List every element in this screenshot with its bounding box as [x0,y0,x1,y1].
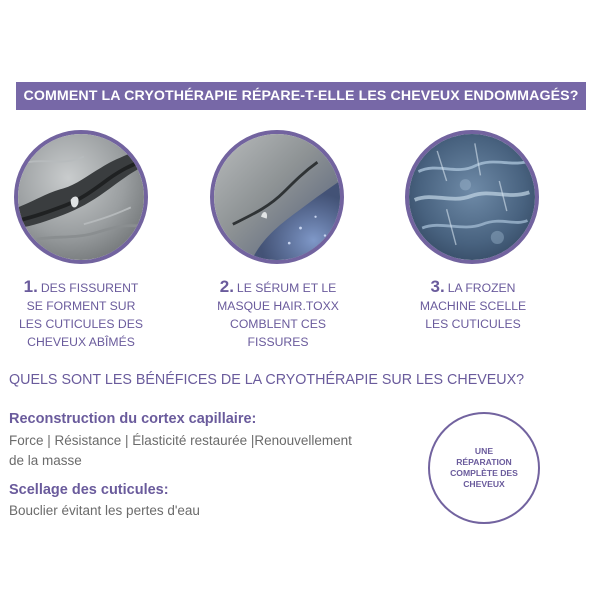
badge-line: RÉPARATION [456,457,512,467]
step-2-line: COMBLENT CES [230,317,326,331]
step-3-line: MACHINE SCELLE [419,299,527,313]
frozen-cuticle-illustration [409,134,535,260]
step-1-number: 1. [23,277,38,296]
benefit-1-text [9,431,419,471]
serum-filling-image [210,130,344,264]
step-3-line: LES CUTICULES [425,317,521,331]
step-1-line: SE FORMENT SUR [26,299,136,313]
cracked-cuticle-image [14,130,148,264]
step-1-line: CHEVEUX ABÎMÉS [27,335,135,349]
benefit-2-text [9,501,419,521]
frozen-cuticle-image [405,130,539,264]
step-2-line: FISSURES [247,335,309,349]
benefit-1-heading: Reconstruction du cortex capillaire: [9,411,257,427]
step-2-line: LE SÉRUM ET LE [236,281,337,295]
benefit-1-line: Force | Résistance | Élasticité restaurée |Renouvellement [9,433,352,448]
step-1-line: DES FISSURENT [40,281,139,295]
section-title-banner: COMMENT LA CRYOTHÉRAPIE RÉPARE-T-ELLE LES CHEVEUX ENDOMMAGÉS? [16,82,586,110]
step-2-line: MASQUE HAIR.TOXX [217,299,339,313]
step-3-line: LA FROZEN [447,281,516,295]
step-2-number: 2. [219,277,234,296]
cracked-cuticle-illustration [18,134,144,260]
step-2-caption [193,278,363,351]
badge-line: CHEVEUX [463,479,505,489]
badge-line: COMPLÈTE DES [450,468,518,478]
benefit-2-heading: Scellage des cuticules: [9,482,169,498]
badge-line: UNE [474,446,494,456]
complete-repair-badge [428,412,540,524]
benefit-2-line: Bouclier évitant les pertes d'eau [9,503,200,518]
step-1-caption [0,278,166,351]
step-3-number: 3. [430,277,445,296]
serum-filling-illustration [214,134,340,260]
step-1-line: LES CUTICULES DES [19,317,143,331]
benefit-1-line: de la masse [9,453,82,468]
benefits-question: QUELS SONT LES BÉNÉFICES DE LA CRYOTHÉRAPIE SUR LES CHEVEUX? [9,372,525,388]
step-3-caption [388,278,558,333]
